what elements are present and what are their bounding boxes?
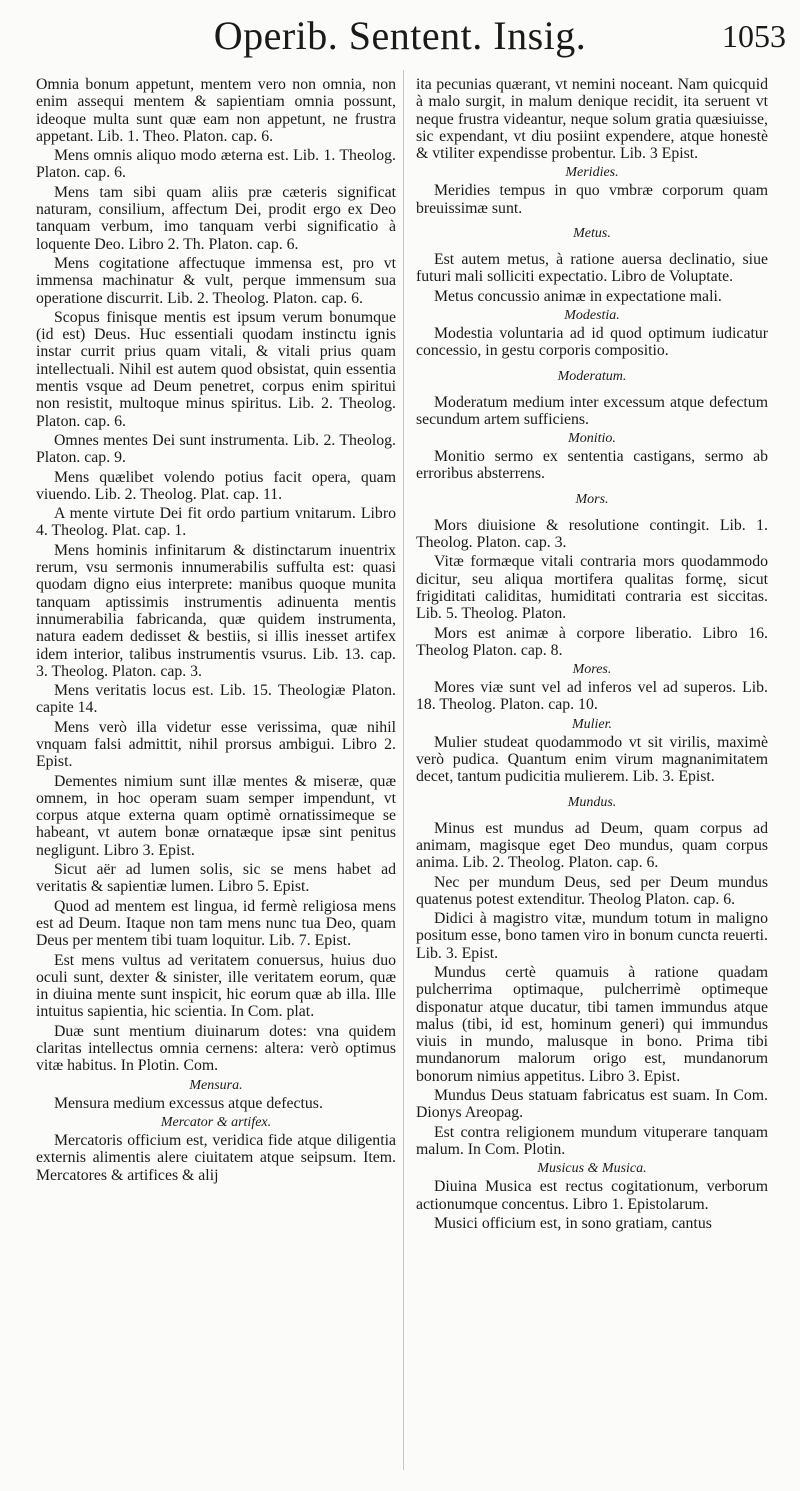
entry-paragraph: Mors est animæ à corpore liberatio. Libro 16. Theolog Platon. cap. 8.	[416, 624, 768, 659]
entry-paragraph: Mors diuisione & resolutione contingit. Lib. 1. Theolog. Platon. cap. 3.	[416, 516, 768, 552]
section-heading: Meridies.	[565, 165, 619, 181]
entry-paragraph: Mens tam sibi quam aliis præ cæteris significat naturam, consilium, affectum Dei, prodit ergo ex Deo tanquam verbum, imo tanquam verbi significatio à loquente Deo. Libro 2. Th. Platon. cap. 6.	[36, 183, 396, 253]
entry-paragraph: Sicut aër ad lumen solis, sic se mens habet ad veritatis & sapientiæ lumen. Libro 5. Epist.	[36, 861, 396, 896]
entry-paragraph: Omnes mentes Dei sunt instrumenta. Lib. 2. Theolog. Platon. cap. 9.	[36, 431, 396, 467]
entry-paragraph: Est mens vultus ad veritatem conuersus, huius duo oculi sunt, dexter & sinister, ille veritatem eorum, quæ in diuina mente sunt inspicit, hic eorum quæ ab illa. Ille intuitus sapientia, hic scientia. In Com. plat.	[36, 951, 396, 1021]
section-heading: Metus.	[573, 226, 611, 242]
entry-paragraph: Mens cogitatione affectuque immensa est, pro vt immensa machinatur & vult, perque immensum sua operatione discurrit. Lib. 2. Theolog. Platon. cap. 6.	[36, 254, 396, 307]
entry-paragraph: Mensura medium excessus atque defectus.	[54, 1094, 323, 1112]
entry-paragraph: Mores viæ sunt vel ad inferos vel ad superos. Lib. 18. Theolog. Platon. cap. 10.	[416, 679, 768, 714]
entry-paragraph: Mens hominis infinitarum & distinctarum inuentrix rerum, vsu sermonis innumerabilis suffulta est: quasi quodam digno eius interprete: manibus quoque munita tanquam aptissimis instrumentis adinuenta mentis innumerabilia fabricanda, quæ quidem instrumenta, natura eadem dedisset & bestiis, si illis inesset artifex idem interior, talibus instrumentis vsurus. Lib. 13. cap. 3. Theolog. Platon. cap. 3.	[36, 541, 396, 680]
entry-paragraph: Est autem metus, à ratione auersa declinatio, siue futuri mali solliciti expectatio. Libro de Voluptate.	[416, 251, 768, 286]
entry-paragraph: A mente virtute Dei fit ordo partium vnitarum. Libro 4. Theolog. Plat. cap. 1.	[36, 505, 396, 540]
section-heading: Mulier.	[571, 716, 613, 732]
section-heading: Modestia.	[564, 307, 620, 323]
section-heading: Moderatum.	[557, 368, 627, 384]
entry-paragraph: Modestia voluntaria ad id quod optimum iudicatur concessio, in gestu corporis compositio.	[416, 324, 768, 360]
entry-paragraph: Mundus certè quamuis à ratione quadam pulcherrima optimaque, pulcherrimè optimeque disponatur atque ducatur, tibi tamen immundus atque malus (tibi, id est, hominum generi) qui immundus viuis in mundo, malusque in bono. Prima tibi mundanorum malorum origo est, mundanorum bonorum nimius appetitus. Libro 3. Epist.	[416, 963, 768, 1085]
right-column	[416, 76, 768, 1234]
column-divider	[403, 70, 404, 1470]
running-head: Operib. Sentent. Insig.	[213, 13, 587, 58]
page-number: 1053	[722, 18, 786, 54]
entry-paragraph: Duæ sunt mentium diuinarum dotes: vna quidem claritas intellectus omnia cernens: altera: verò optimus vitæ habitus. In Plotin. Com.	[36, 1022, 396, 1075]
section-heading: Musicus & Musica.	[537, 1161, 647, 1177]
section-heading: Mensura.	[189, 1077, 243, 1093]
entry-paragraph: Minus est mundus ad Deum, quam corpus ad animam, magisque eget Deo mundus, quam corpus anima. Lib. 2. Theolog. Platon. cap. 6.	[416, 819, 768, 872]
entry-paragraph: Mercatoris officium est, veridica fide atque diligentia externis alimentis alere ciuitatem atque seipsum. Item. Mercatores & artifices & alij	[36, 1131, 396, 1184]
section-heading: Monitio.	[568, 431, 616, 447]
entry-paragraph: Didici à magistro vitæ, mundum totum in maligno positum esse, bono tamen viro in bonum cuncta reuerti. Lib. 3. Epist.	[416, 910, 768, 962]
entry-paragraph: Dementes nimium sunt illæ mentes & miseræ, quæ omnem, in hoc operam suam semper impendunt, vt corpus atque externa quam optimè ornatissimeque se habeant, vt autem bonæ ornatæque ipsæ sint penitus negligunt. Libro 3. Epist.	[36, 772, 396, 859]
entry-paragraph: Mens omnis aliquo modo æterna est. Lib. 1. Theolog. Platon. cap. 6.	[36, 147, 396, 182]
entry-paragraph: Mens verò illa videtur esse verissima, quæ nihil vnquam falsi admittit, nihil prorsus ambigui. Libro 2. Epist.	[36, 718, 396, 771]
entry-paragraph: Est contra religionem mundum vituperare tanquam malum. In Com. Plotin.	[416, 1123, 768, 1158]
entry-paragraph: Metus concussio animæ in expectatione mali.	[434, 287, 722, 305]
entry-paragraph: ita pecunias quærant, vt nemini noceant. Nam quicquid à malo surgit, in malum denique recidit, ita seruent vt neque frustra videantur, neque solum gratia quæsiuisse, sic expendant, vt diu posiint expendere, atque honestè & vtiliter expendisse probentur. Lib. 3 Epist.	[416, 76, 768, 163]
entry-paragraph: Mens quælibet volendo potius facit opera, quam viuendo. Lib. 2. Theolog. Plat. cap. 11.	[36, 468, 396, 503]
entry-paragraph: Mulier studeat quodammodo vt sit virilis, maximè verò pudica. Quantum enim virum magnanimitatem decet, tantum pudicitia mulierem. Lib. 3. Epist.	[416, 733, 768, 786]
entry-paragraph: Nec per mundum Deus, sed per Deum mundus quatenus potest extenditur. Theolog Platon. cap. 6.	[416, 873, 768, 908]
entry-paragraph: Quod ad mentem est lingua, id fermè religiosa mens est ad Deum. Itaque non tam mens nunc tua Deo, quam Deus per mentem tibi tuam loquitur. Lib. 7. Epist.	[36, 897, 396, 950]
section-heading: Mores.	[572, 662, 612, 678]
entry-paragraph: Mens veritatis locus est. Lib. 15. Theologiæ Platon. capite 14.	[36, 682, 396, 717]
left-column	[36, 76, 396, 1186]
entry-paragraph: Musici officium est, in sono gratiam, cantus	[434, 1214, 712, 1232]
entry-paragraph: Scopus finisque mentis est ipsum verum bonumque (id est) Deus. Huc essentiali quodam instinctu ignis instar currit prius quam vitali, & vitali prius quam intellectuali. Nihil est autem quod obsistat, quin essentia mentis vsque ad Deum penetret, corpus enim spiritui non resistit, multoque minus spiritus. Lib. 2. Theolog. Platon. cap. 6.	[36, 308, 396, 430]
entry-paragraph: Moderatum medium inter excessum atque defectum secundum artem sufficiens.	[416, 393, 768, 428]
entry-paragraph: Diuina Musica est rectus cogitationum, verborum actionumque concentus. Libro 1. Epistolarum.	[416, 1178, 768, 1213]
section-heading: Mercator & artifex.	[160, 1114, 272, 1130]
entry-paragraph: Monitio sermo ex sententia castigans, sermo ab erroribus absterrens.	[416, 448, 768, 483]
entry-paragraph: Mundus Deus statuam fabricatus est suam. In Com. Dionys Areopag.	[416, 1087, 768, 1122]
section-heading: Mors.	[575, 491, 609, 507]
entry-paragraph: Omnia bonum appetunt, mentem vero non omnia, non enim assequi mentem & sapientiam omnia possunt, ideoque multa sunt quæ eam non appetunt, ne frustra appetant. Lib. 1. Theo. Platon. cap. 6.	[36, 76, 396, 145]
entry-paragraph: Vitæ formæque vitali contraria mors quodammodo dicitur, seu aliqua mortifera qualitas formę, sicut frigiditati caliditas, humiditati contraria est siccitas. Lib. 5. Theolog. Platon.	[416, 553, 768, 623]
entry-paragraph: Meridies tempus in quo vmbræ corporum quam breuissimæ sunt.	[416, 182, 768, 217]
section-heading: Mundus.	[567, 794, 617, 810]
